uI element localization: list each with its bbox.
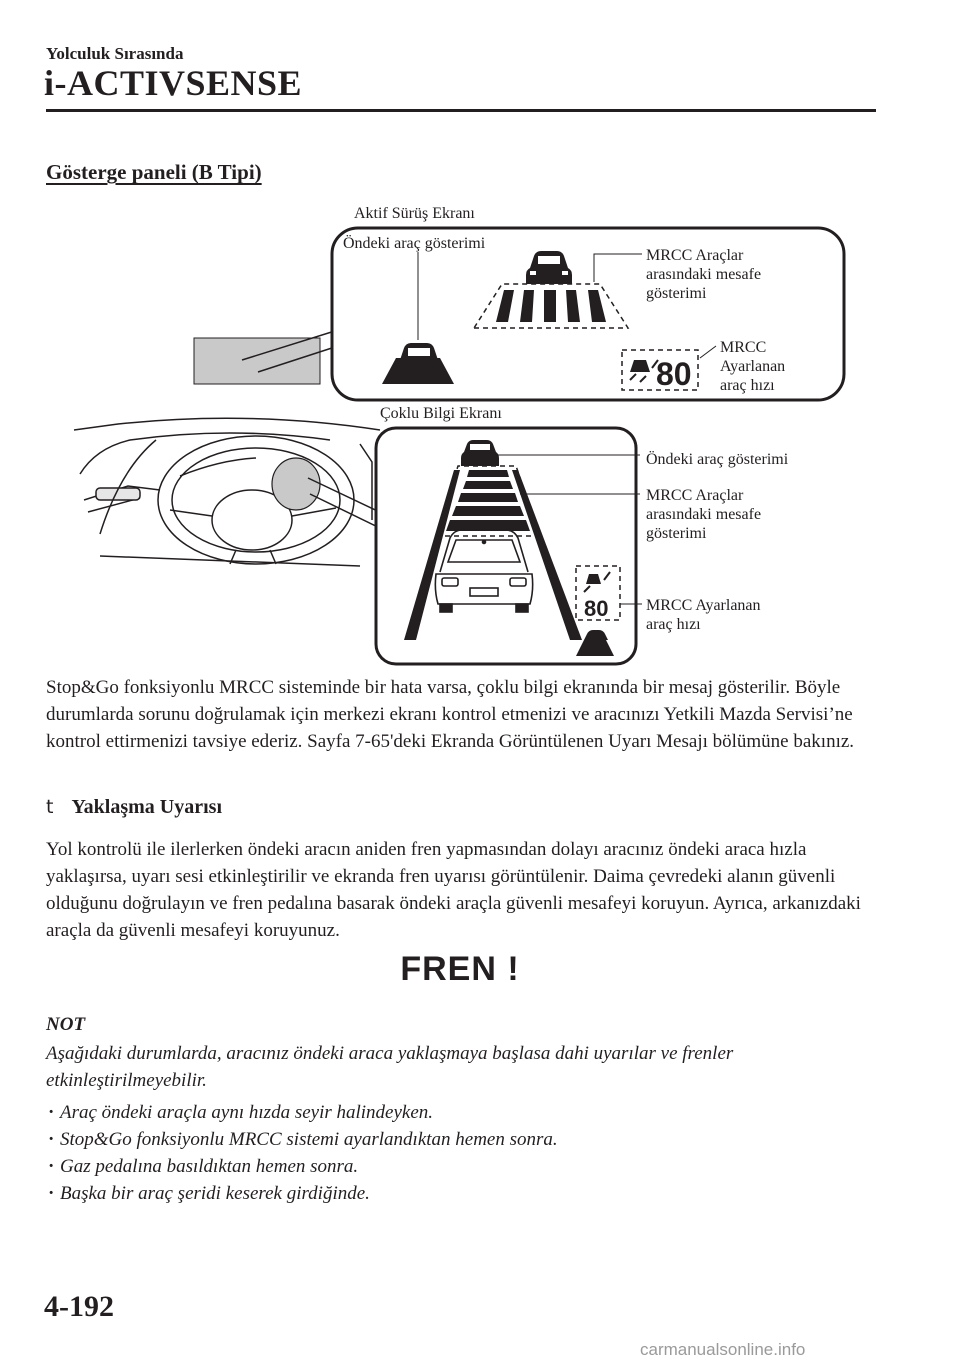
approach-warning-paragraph: Yol kontrolü ile ilerlerken öndeki aracın aniden fren yapmasından dolayı aracınız öndeki araca hızla yaklaşırsa, uyarı sesi etkinleştirilir ve ekranda fren uyarısı görüntülenir. Daima çevredeki alanın güvenli olduğunu doğrulayın ve fren pedalına basarak öndeki araçla güvenli mesafeyi koruyun. Ayrıca, arkanızdaki araçla da güvenli mesafeyi koruyunuz. bbox=[46, 839, 861, 941]
section-heading: Gösterge paneli (B Tipi) bbox=[46, 160, 262, 184]
note-list-item: · Stop&Go fonksiyonlu MRCC sistemi ayarlandıktan hemen sonra. bbox=[46, 1126, 558, 1153]
cluster-screen-highlight bbox=[272, 458, 320, 510]
active-display-label: Aktif Sürüş Ekranı bbox=[354, 205, 475, 222]
note-list-item: · Araç öndeki araçla aynı hızda seyir halindeyken. bbox=[46, 1099, 558, 1126]
breadcrumb: Yolculuk Sırasında bbox=[46, 44, 184, 63]
active-distance-label-line1: MRCC Araçlar bbox=[646, 247, 744, 264]
active-speed-label-line3: araç hızı bbox=[720, 377, 775, 394]
multi-distance-label-line3: gösterimi bbox=[646, 525, 707, 542]
section-marker-icon: t bbox=[46, 796, 54, 818]
note-list bbox=[46, 1099, 558, 1207]
multi-front-vehicle-label: Öndeki araç gösterimi bbox=[646, 451, 789, 468]
instrument-panel-diagram bbox=[0, 190, 960, 670]
note-list-item: · Başka bir araç şeridi keserek girdiğinde. bbox=[46, 1180, 558, 1207]
note-list-item: · Gaz pedalına basıldıktan hemen sonra. bbox=[46, 1153, 558, 1180]
multi-speed-label-line1: MRCC Ayarlanan bbox=[646, 597, 761, 614]
approach-warning-heading bbox=[46, 796, 222, 819]
multi-distance-label-line2: arasındaki mesafe bbox=[646, 506, 762, 523]
dashboard-illustration bbox=[74, 418, 380, 566]
note-title: NOT bbox=[46, 1014, 86, 1035]
active-front-vehicle-label: Öndeki araç gösterimi bbox=[343, 235, 486, 252]
page-number: 4-192 bbox=[44, 1290, 114, 1323]
approach-warning-title: Yaklaşma Uyarısı bbox=[71, 796, 223, 818]
note-text: Aşağıdaki durumlarda, aracınız öndeki araca yaklaşmaya başlasa dahi uyarılar ve frenler etkinleştirilmeyebilir. bbox=[46, 1043, 734, 1091]
watermark: carmanualsonline.info bbox=[640, 1340, 806, 1359]
title-divider bbox=[46, 109, 876, 112]
active-speed-label-line2: Ayarlanan bbox=[720, 358, 786, 375]
active-distance-label-line2: arasındaki mesafe bbox=[646, 266, 762, 283]
active-speed-label-line1: MRCC bbox=[720, 339, 767, 356]
multi-distance-label-line1: MRCC Araçlar bbox=[646, 487, 744, 504]
active-speed-value: 80 bbox=[656, 356, 692, 392]
multi-speed-label-line2: araç hızı bbox=[646, 616, 701, 633]
page-title: i-ACTIVSENSE bbox=[44, 63, 303, 103]
active-distance-label-line3: gösterimi bbox=[646, 285, 707, 302]
windshield-projection-area bbox=[194, 338, 320, 384]
error-info-paragraph: Stop&Go fonksiyonlu MRCC sisteminde bir hata varsa, çoklu bilgi ekranında bir mesaj gösterilir. Böyle durumlarda sorunu doğrulamak için merkezi ekranı kontrol etmenizi ve aracınızı Yetkili Mazda Servisi’ne kontrol ettirmenizi tavsiye ederiz. Sayfa 7-65'deki Ekranda Görüntülenen Uyarı Mesajı bölümüne bakınız. bbox=[46, 677, 855, 752]
brake-warning-message: FREN ! bbox=[400, 950, 520, 988]
multi-display-label: Çoklu Bilgi Ekranı bbox=[380, 405, 502, 422]
multi-speed-value: 80 bbox=[584, 596, 609, 621]
